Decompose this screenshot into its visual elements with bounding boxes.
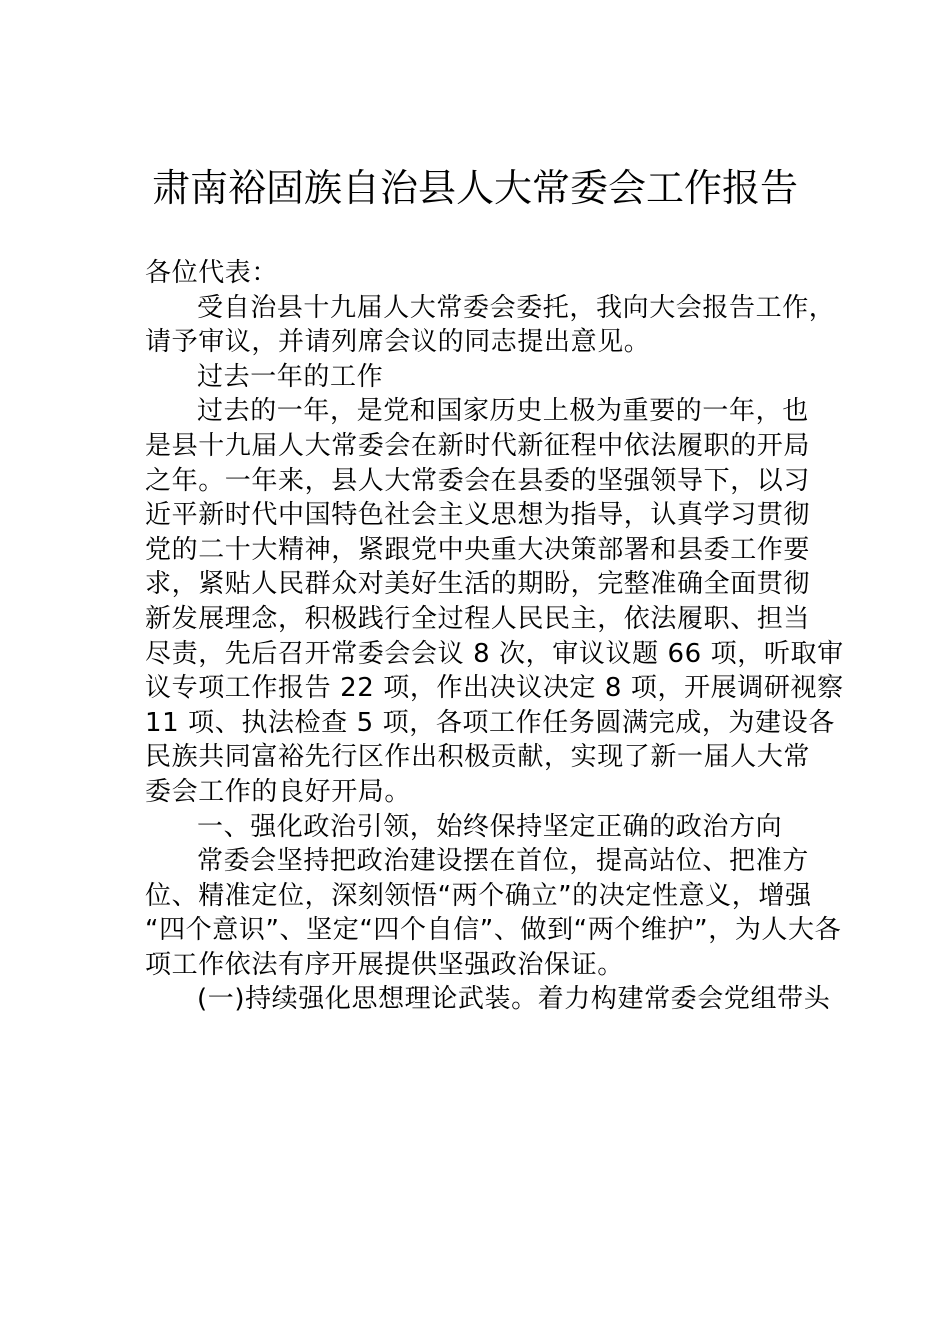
salutation: 各位代表： xyxy=(145,258,279,288)
paragraph-intro xyxy=(145,291,836,360)
paragraph-past-year-summary xyxy=(145,394,844,809)
text-line: (一)持续强化思想理论武装。着力构建常委会党组带头 xyxy=(197,984,831,1015)
text-line: 一、强化政治引领，始终保持坚定正确的政治方向 xyxy=(197,811,783,842)
subsection-heading-theory-armament xyxy=(145,982,831,1017)
paragraph-political-building xyxy=(145,844,842,982)
text-line: 新发展理念，积极践行全过程人民民主，依法履职、担当 xyxy=(145,603,811,634)
text-line: 党的二十大精神，紧跟党中央重大决策部署和县委工作要 xyxy=(145,534,811,565)
text-line: 受自治县十九届人大常委会委托，我向大会报告工作， xyxy=(197,292,836,323)
text-line: 近平新时代中国特色社会主义思想为指导，认真学习贯彻 xyxy=(145,500,811,531)
text-line: 是县十九届人大常委会在新时代新征程中依法履职的开局 xyxy=(145,430,811,461)
text-line: 项工作依法有序开展提供坚强政治保证。 xyxy=(145,949,624,980)
text-line: 过去一年的工作 xyxy=(197,361,384,392)
text-line: 委会工作的良好开局。 xyxy=(145,776,412,807)
text-line: “四个意识”、坚定“四个自信”、做到“两个维护”，为人大各 xyxy=(145,915,842,946)
text-line: 过去的一年，是党和国家历史上极为重要的一年，也 xyxy=(197,396,809,427)
text-line: 议专项工作报告 22 项，作出决议决定 8 项，开展调研视察 xyxy=(145,673,844,704)
section-heading-political-leadership xyxy=(145,810,817,845)
section-heading-past-year xyxy=(145,360,817,395)
text-line: 尽责，先后召开常委会会议 8 次，审议议题 66 项，听取审 xyxy=(145,638,844,669)
text-line: 位、精准定位，深刻领悟“两个确立”的决定性意义，增强 xyxy=(145,880,812,911)
text-line: 请予审议，并请列席会议的同志提出意见。 xyxy=(145,327,651,358)
text-line: 求，紧贴人民群众对美好生活的期盼，完整准确全面贯彻 xyxy=(145,569,811,600)
text-line: 之年。一年来，县人大常委会在县委的坚强领导下，以习 xyxy=(145,465,811,496)
text-line: 11 项、执法检查 5 项，各项工作任务圆满完成，为建设各 xyxy=(145,707,835,738)
document-body xyxy=(145,256,844,1017)
text-line: 常委会坚持把政治建设摆在首位，提高站位、把准方 xyxy=(197,846,809,877)
document-title: 肃南裕固族自治县人大常委会工作报告 xyxy=(151,166,798,210)
text-line: 民族共同富裕先行区作出积极贡献，实现了新一届人大常 xyxy=(145,742,811,773)
